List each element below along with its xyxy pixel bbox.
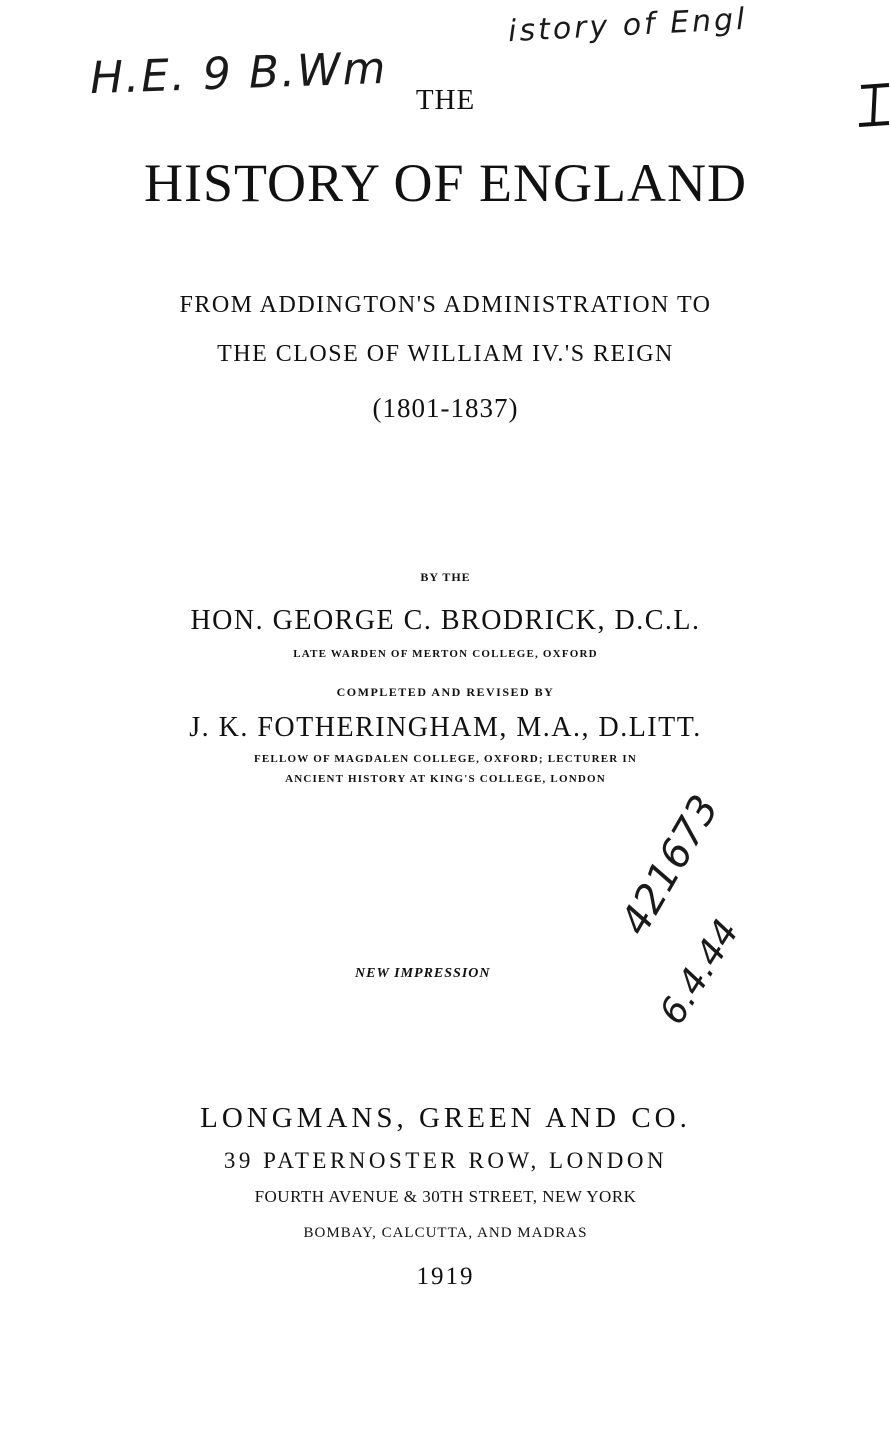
publisher-address-india: BOMBAY, CALCUTTA, AND MADRAS xyxy=(303,1225,588,1241)
subtitle-line-1: FROM ADDINGTON'S ADMINISTRATION TO xyxy=(179,292,712,318)
author-name: HON. GEORGE C. BRODRICK, D.C.L. xyxy=(190,605,701,636)
reviser-title-line-2: ANCIENT HISTORY AT KING'S COLLEGE, LONDON xyxy=(285,773,606,785)
reviser-name: J. K. FOTHERINGHAM, M.A., D.LITT. xyxy=(189,712,702,743)
handwritten-catalog-number: 421673 xyxy=(612,787,729,943)
publication-year: 1919 xyxy=(416,1263,475,1290)
new-impression: NEW IMPRESSION xyxy=(355,966,491,981)
publisher-name: LONGMANS, GREEN AND CO. xyxy=(200,1102,691,1134)
publisher-address-new-york: FOURTH AVENUE & 30TH STREET, NEW YORK xyxy=(254,1187,637,1206)
handwritten-note-top-right: istory of Engl xyxy=(507,1,749,50)
by-the: BY THE xyxy=(420,570,471,584)
page-title: HISTORY OF ENGLAND xyxy=(143,153,748,213)
subtitle-line-2: THE CLOSE OF WILLIAM IV.'S REIGN xyxy=(217,341,674,367)
handwritten-date-note: 6.4.44 xyxy=(652,912,748,1032)
completed-by: COMPLETED AND REVISED BY xyxy=(336,685,555,699)
author-title: LATE WARDEN OF MERTON COLLEGE, OXFORD xyxy=(293,648,598,660)
dates: (1801-1837) xyxy=(372,393,519,423)
reviser-title-line-1: FELLOW OF MAGDALEN COLLEGE, OXFORD; LECTURER IN xyxy=(253,753,638,765)
handwritten-note-top-left: H.E. 9 B.Wm xyxy=(89,42,389,105)
publisher-address-london: 39 PATERNOSTER ROW, LONDON xyxy=(223,1148,668,1173)
title-the: THE xyxy=(415,84,476,116)
